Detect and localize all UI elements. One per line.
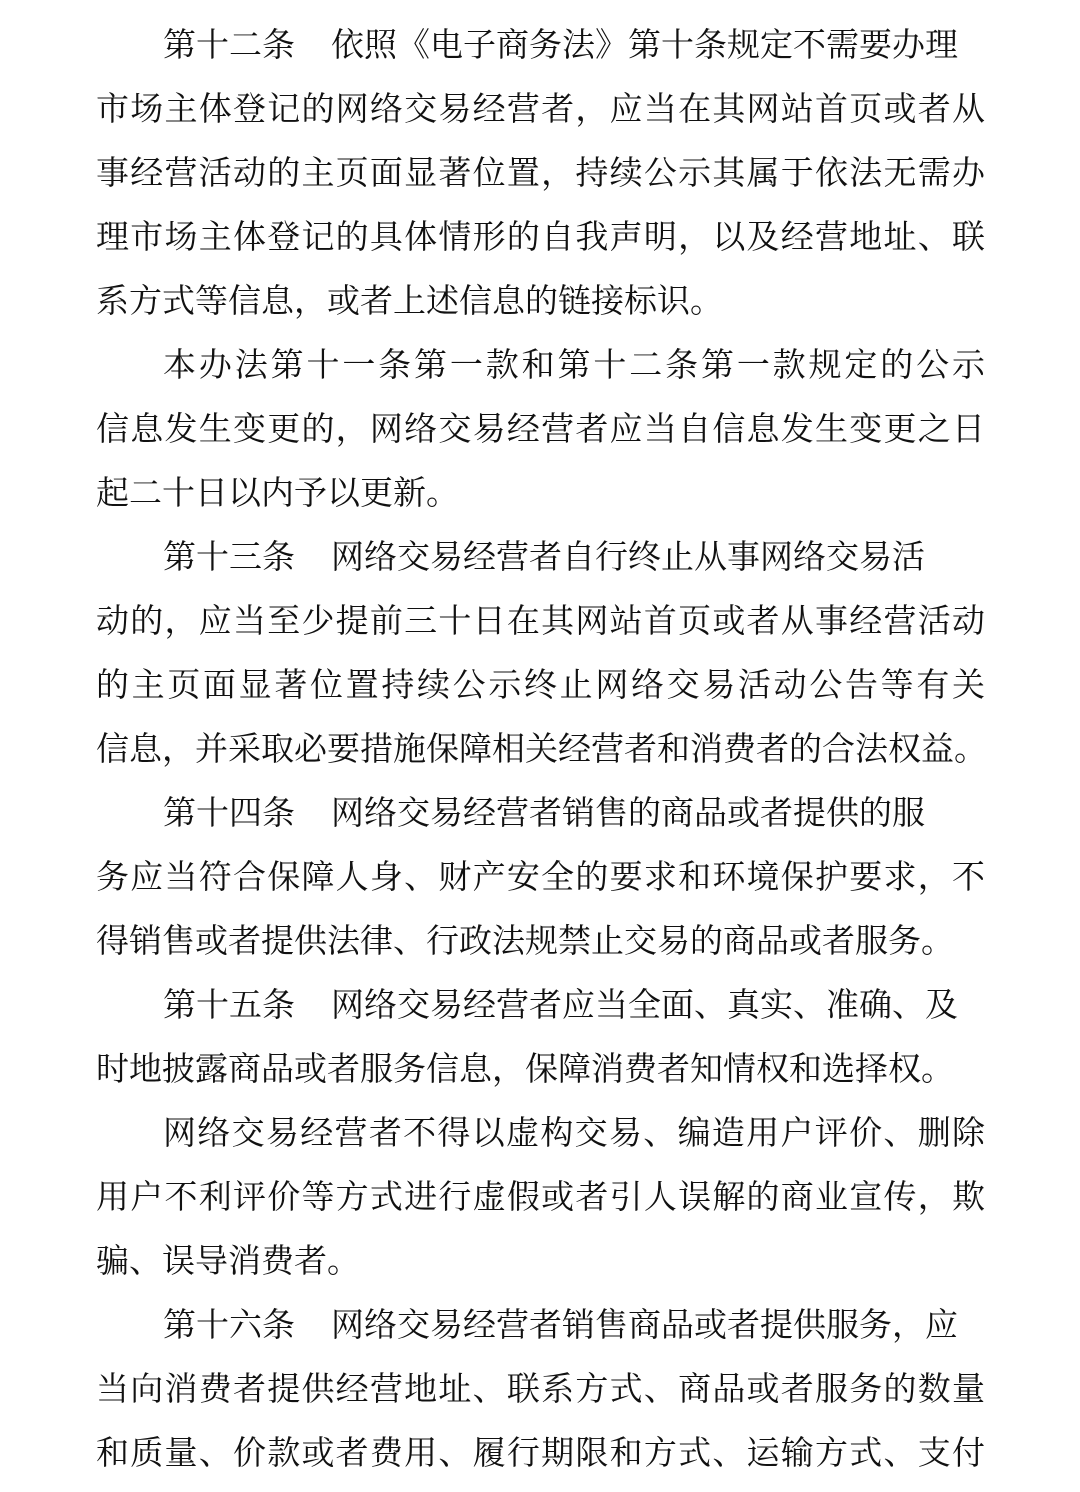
article-label: 第十四条	[163, 793, 295, 832]
paragraph-line: 市场主体登记的网络交易经营者，应当在其网站首页或者从	[96, 89, 985, 128]
paragraph-line: 信息，并采取必要措施保障相关经营者和消费者的合法权益。	[96, 729, 987, 768]
paragraph-line: 系方式等信息，或者上述信息的链接标识。	[96, 281, 723, 320]
paragraph-line: 的主页面显著位置持续公示终止网络交易活动公告等有关	[96, 665, 985, 704]
paragraph-line: 本办法第十一条第一款和第十二条第一款规定的公示	[163, 345, 985, 384]
paragraph-text: 网络交易经营者销售商品或者提供服务，应	[331, 1305, 958, 1344]
paragraph-line: 网络交易经营者不得以虚构交易、编造用户评价、删除	[163, 1113, 985, 1152]
paragraph-line: 务应当符合保障人身、财产安全的要求和环境保护要求，不	[96, 857, 985, 896]
paragraph-line	[0, 973, 985, 1037]
paragraph-line	[0, 13, 985, 77]
paragraph-line: 起二十日以内予以更新。	[96, 473, 459, 512]
paragraph-line: 动的，应当至少提前三十日在其网站首页或者从事经营活动	[96, 601, 985, 640]
paragraph-line: 理市场主体登记的具体情形的自我声明，以及经营地址、联	[96, 217, 985, 256]
article-label: 第十六条	[163, 1305, 295, 1344]
paragraph-text: 网络交易经营者自行终止从事网络交易活	[331, 537, 925, 576]
paragraph-line: 骗、误导消费者。	[96, 1241, 360, 1280]
article-label: 第十二条	[163, 25, 295, 64]
paragraph-line: 信息发生变更的，网络交易经营者应当自信息发生变更之日	[96, 409, 985, 448]
paragraph-line: 和质量、价款或者费用、履行期限和方式、运输方式、支付	[96, 1433, 985, 1472]
paragraph-line	[0, 1293, 985, 1357]
paragraph-line: 事经营活动的主页面显著位置，持续公示其属于依法无需办	[96, 153, 985, 192]
paragraph-line: 得销售或者提供法律、行政法规禁止交易的商品或者服务。	[96, 921, 954, 960]
article-label: 第十三条	[163, 537, 295, 576]
article-label: 第十五条	[163, 985, 295, 1024]
paragraph-text: 网络交易经营者应当全面、真实、准确、及	[331, 985, 958, 1024]
paragraph-line: 时地披露商品或者服务信息，保障消费者知情权和选择权。	[96, 1049, 954, 1088]
paragraph-text: 依照《电子商务法》第十条规定不需要办理	[331, 25, 958, 64]
paragraph-text: 网络交易经营者销售的商品或者提供的服	[331, 793, 925, 832]
paragraph-line: 用户不利评价等方式进行虚假或者引人误解的商业宣传，欺	[96, 1177, 985, 1216]
paragraph-line: 当向消费者提供经营地址、联系方式、商品或者服务的数量	[96, 1369, 985, 1408]
paragraph-line	[0, 525, 985, 589]
paragraph-line	[0, 781, 985, 845]
